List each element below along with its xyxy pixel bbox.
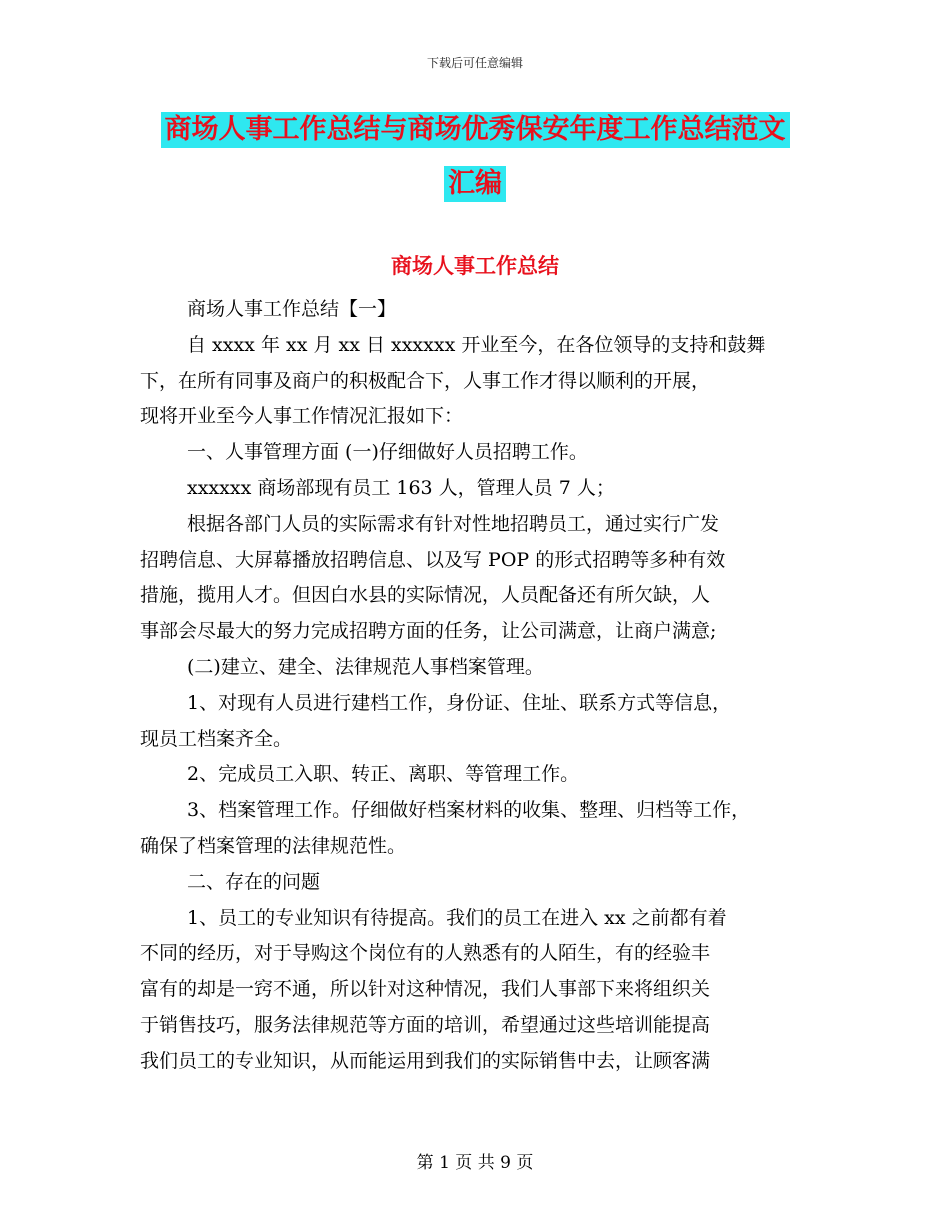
paragraph-line: 措施，揽用人才。但因白水县的实际情况，人员配备还有所欠缺，人: [140, 584, 711, 607]
paragraph-line: 富有的却是一窍不通，所以针对这种情况，我们人事部下来将组织关: [140, 978, 711, 1001]
paragraph-line: 二、存在的问题: [187, 870, 321, 893]
paragraph: [140, 901, 820, 1080]
title-line-2: 汇编: [444, 166, 506, 202]
paragraph: [140, 328, 820, 435]
paragraph-line: 我们员工的专业知识，从而能运用到我们的实际销售中去，让顾客满: [140, 1049, 711, 1072]
paragraph: [140, 435, 820, 471]
paragraph-line: 不同的经历，对于导购这个岗位有的人熟悉有的人陌生，有的经验丰: [140, 942, 711, 965]
paragraph-line: (二)建立、建全、法律规范人事档案管理。: [187, 655, 544, 678]
paragraph-line: 事部会尽最大的努力完成招聘方面的任务，让公司满意，让商户满意;: [140, 620, 717, 643]
paragraph: [140, 793, 820, 865]
paragraph-line: 下，在所有同事及商户的积极配合下，人事工作才得以顺利的开展，: [140, 369, 711, 392]
paragraph: [140, 686, 820, 758]
document-body: [140, 292, 820, 1080]
paragraph: [140, 865, 820, 901]
paragraph-line: 1、对现有人员进行建档工作，身份证、住址、联系方式等信息，: [187, 691, 732, 714]
paragraph-line: 2、完成员工入职、转正、离职、等管理工作。: [187, 763, 580, 786]
paragraph-line: 招聘信息、大屏幕播放招聘信息、以及写 POP 的形式招聘等多种有效: [140, 548, 726, 571]
paragraph: [140, 507, 820, 650]
section-heading: 商场人事工作总结: [391, 253, 559, 278]
paragraph-line: 一、人事管理方面 (一)仔细做好人员招聘工作。: [187, 441, 588, 464]
paragraph-line: 商场人事工作总结【一】: [187, 298, 397, 320]
paragraph-line: 根据各部门人员的实际需求有针对性地招聘员工，通过实行广发: [187, 512, 720, 535]
paragraph-line: 1、员工的专业知识有待提高。我们的员工在进入 xx 之前都有着: [187, 906, 727, 929]
page-number-footer: 第 1 页 共 9 页: [416, 1153, 534, 1173]
paragraph: [140, 471, 820, 507]
paragraph: [140, 650, 820, 686]
paragraph-line: 现将开业至今人事工作情况汇报如下：: [140, 405, 464, 428]
paragraph-line: 3、档案管理工作。仔细做好档案材料的收集、整理、归档等工作，: [187, 799, 751, 822]
paragraph-line: 现员工档案齐全。: [140, 727, 293, 750]
title-line-1: 商场人事工作总结与商场优秀保安年度工作总结范文: [161, 112, 790, 148]
paragraph-line: 于销售技巧，服务法律规范等方面的培训，希望通过这些培训能提高: [140, 1013, 711, 1036]
paragraph-line: 确保了档案管理的法律规范性。: [140, 834, 407, 857]
paragraph: [140, 292, 820, 328]
page-header-note: 下载后可任意编辑: [426, 56, 523, 70]
document-title: [140, 112, 810, 202]
paragraph: [140, 757, 820, 793]
paragraph-line: 自 xxxx 年 xx 月 xx 日 xxxxxx 开业至今，在各位领导的支持和鼓舞: [187, 333, 766, 356]
paragraph-line: xxxxxx 商场部现有员工 163 人，管理人员 7 人；: [187, 476, 615, 499]
